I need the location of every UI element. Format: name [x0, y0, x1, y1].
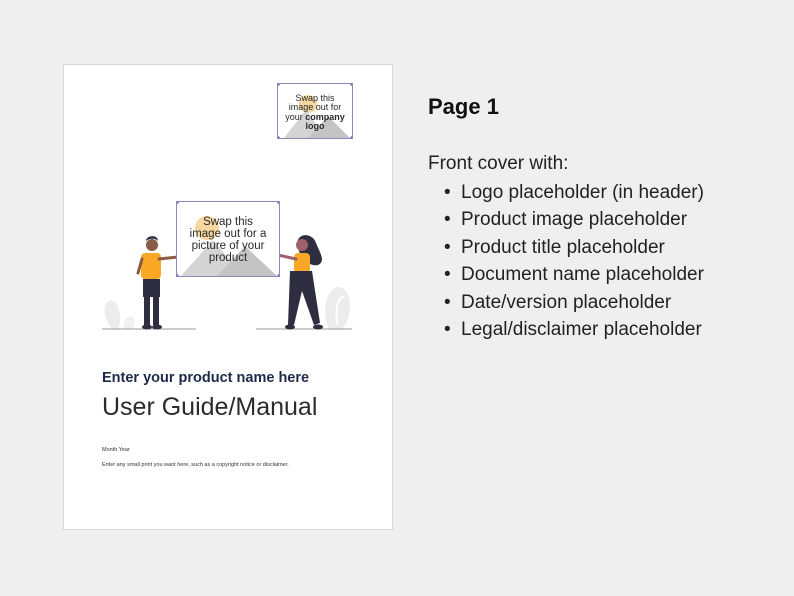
- list-item-label: Legal/disclaimer placeholder: [461, 318, 702, 340]
- bullet-icon: •: [444, 318, 451, 340]
- man-figure: [138, 236, 178, 329]
- logo-text-line3-bold: company: [305, 111, 345, 122]
- list-item-label: Logo placeholder (in header): [461, 182, 704, 203]
- resize-handle-bottom-right[interactable]: [277, 274, 280, 277]
- list-item: [444, 316, 704, 343]
- bullet-icon: •: [444, 236, 451, 258]
- logo-text-line1: Swap this: [295, 93, 335, 103]
- bullet-icon: •: [444, 182, 451, 203]
- resize-handle-bottom-left[interactable]: [176, 274, 179, 277]
- logo-placeholder[interactable]: [277, 83, 353, 139]
- list-item: [444, 234, 704, 261]
- page-description: Front cover with:: [428, 153, 569, 174]
- logo-placeholder-text: [278, 94, 352, 132]
- logo-text-line2: image out for: [288, 102, 342, 113]
- list-item-label: Product title placeholder: [461, 236, 665, 258]
- list-item: [444, 289, 704, 316]
- product-image-placeholder[interactable]: [176, 201, 280, 277]
- logo-text-line3-prefix: your: [285, 111, 306, 122]
- document-page: [63, 64, 393, 530]
- product-text-line2: image out for a: [189, 228, 267, 241]
- bullet-icon: •: [444, 291, 451, 313]
- woman-figure: [278, 235, 323, 329]
- resize-handle-bottom-left[interactable]: [277, 136, 280, 139]
- date-version-text[interactable]: Month Year: [102, 447, 130, 453]
- logo-text-line4: logo: [305, 121, 325, 132]
- product-text-line3: picture of your: [191, 240, 265, 253]
- resize-handle-top-right[interactable]: [277, 201, 280, 204]
- page-label-heading: Page 1: [428, 94, 499, 119]
- feature-list: [444, 179, 704, 343]
- list-item: [444, 261, 704, 288]
- resize-handle-top-right[interactable]: [350, 83, 353, 86]
- legal-disclaimer-text[interactable]: Enter any small print you want here, such as a copyright notice or disclaimer.: [102, 462, 289, 468]
- resize-handle-bottom-right[interactable]: [350, 136, 353, 139]
- plant-left-small: [124, 317, 135, 329]
- product-placeholder-text: [177, 216, 279, 264]
- list-item: [444, 179, 704, 206]
- product-text-line1: Swap this: [203, 216, 253, 228]
- product-name-title[interactable]: Enter your product name here: [102, 370, 310, 386]
- bullet-icon: •: [444, 209, 451, 231]
- list-item-label: Date/version placeholder: [461, 291, 672, 313]
- product-text-line4: product: [208, 252, 248, 265]
- plant-left: [105, 300, 120, 329]
- list-item-label: Document name placeholder: [461, 264, 704, 286]
- document-name-title[interactable]: User Guide/Manual: [102, 393, 318, 421]
- list-item: [444, 206, 704, 233]
- bullet-icon: •: [444, 264, 451, 286]
- list-item-label: Product image placeholder: [461, 209, 688, 231]
